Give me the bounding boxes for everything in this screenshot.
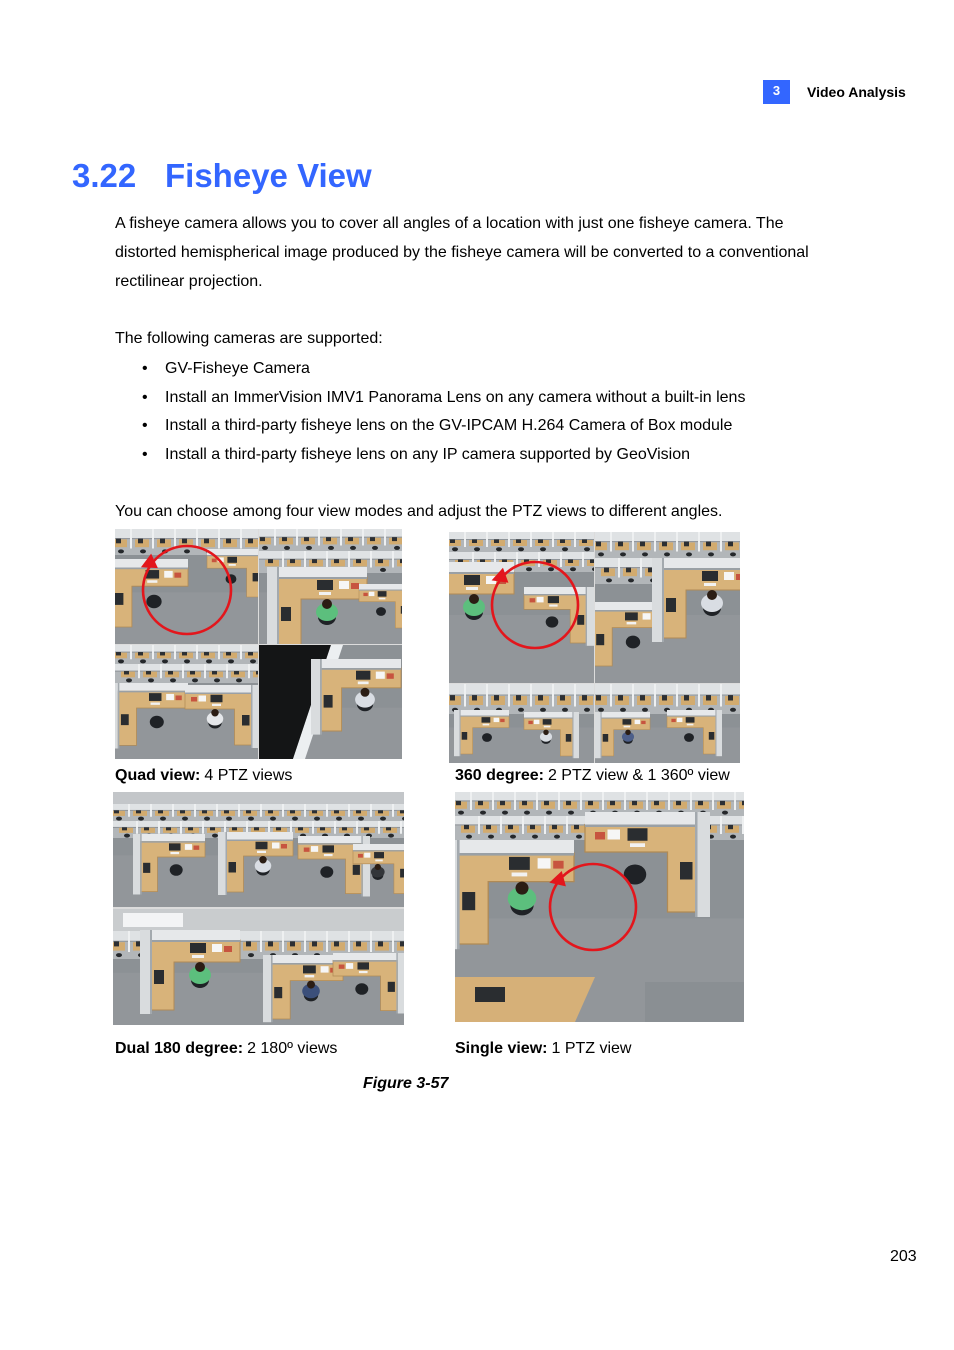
chapter-number-badge: 3 [763,80,790,104]
supported-cameras-lead: The following cameras are supported: [115,330,383,347]
list-item-text: GV-Fisheye Camera [165,360,310,377]
intro-line: distorted hemispherical image produced by the fisheye camera will be converted to a conventional [115,244,809,261]
360-panorama-right [593,684,740,763]
section-number: 3.22 [72,157,137,194]
360-ptz-view-1 [449,532,606,683]
chapter-title: Video Analysis [807,84,906,100]
list-item-text: Install a third-party fisheye lens on any IP camera supported by GeoVision [165,446,691,464]
360-panorama-left [449,684,598,763]
caption-description: 1 PTZ view [551,1040,632,1057]
caption-label: 360 degree: [455,767,544,784]
single-ptz-view [455,792,744,1022]
dual-180-degree-caption [115,1039,337,1059]
bullet-icon: • [142,446,148,464]
intro-paragraph [115,209,809,296]
supported-cameras-list [115,355,745,470]
section-title: Fisheye View [165,157,372,194]
quad-ptz-view-4 [259,645,402,759]
list-item [115,384,745,413]
list-item [115,412,745,441]
caption-description: 4 PTZ views [204,767,293,784]
360-degree-view-image [449,532,740,763]
360-ptz-view-2 [585,532,740,683]
bullet-icon: • [142,417,148,435]
quad-view-image [115,529,402,759]
360-degree-caption [455,766,730,786]
single-view-image [455,792,744,1022]
quad-ptz-view-3 [115,645,272,759]
dual-180-degree-view-image [113,792,404,1025]
view-modes-text: You can choose among four view modes and adjust the PTZ views to different angles. [115,503,723,520]
quad-ptz-view-2 [257,529,402,651]
intro-line: rectilinear projection. [115,273,263,290]
intro-line: A fisheye camera allows you to cover all angles of a location with just one fisheye camera. The [115,215,784,232]
dual-180-view-top [113,792,404,907]
caption-label: Dual 180 degree: [115,1040,244,1057]
bullet-icon: • [142,388,148,406]
figure-caption: Figure 3-57 [363,1075,449,1092]
caption-label: Quad view: [115,767,201,784]
list-item-text: Install an ImmerVision IMV1 Panorama Lens on any camera without a built-in lens [165,388,746,406]
caption-label: Single view: [455,1040,548,1057]
list-item-text: Install a third-party fisheye lens on the GV-IPCAM H.264 Camera of Box module [165,417,733,435]
bullet-icon: • [142,360,148,377]
quad-ptz-view-1 [115,529,267,644]
single-view-caption [455,1039,631,1059]
quad-view-caption [115,766,292,786]
caption-description: 2 PTZ view & 1 360º view [547,767,730,784]
caption-description: 2 180º views [247,1040,338,1057]
list-item [115,441,745,470]
list-item [115,355,745,384]
dual-180-view-bottom [113,909,404,1025]
page-number: 203 [890,1248,917,1265]
